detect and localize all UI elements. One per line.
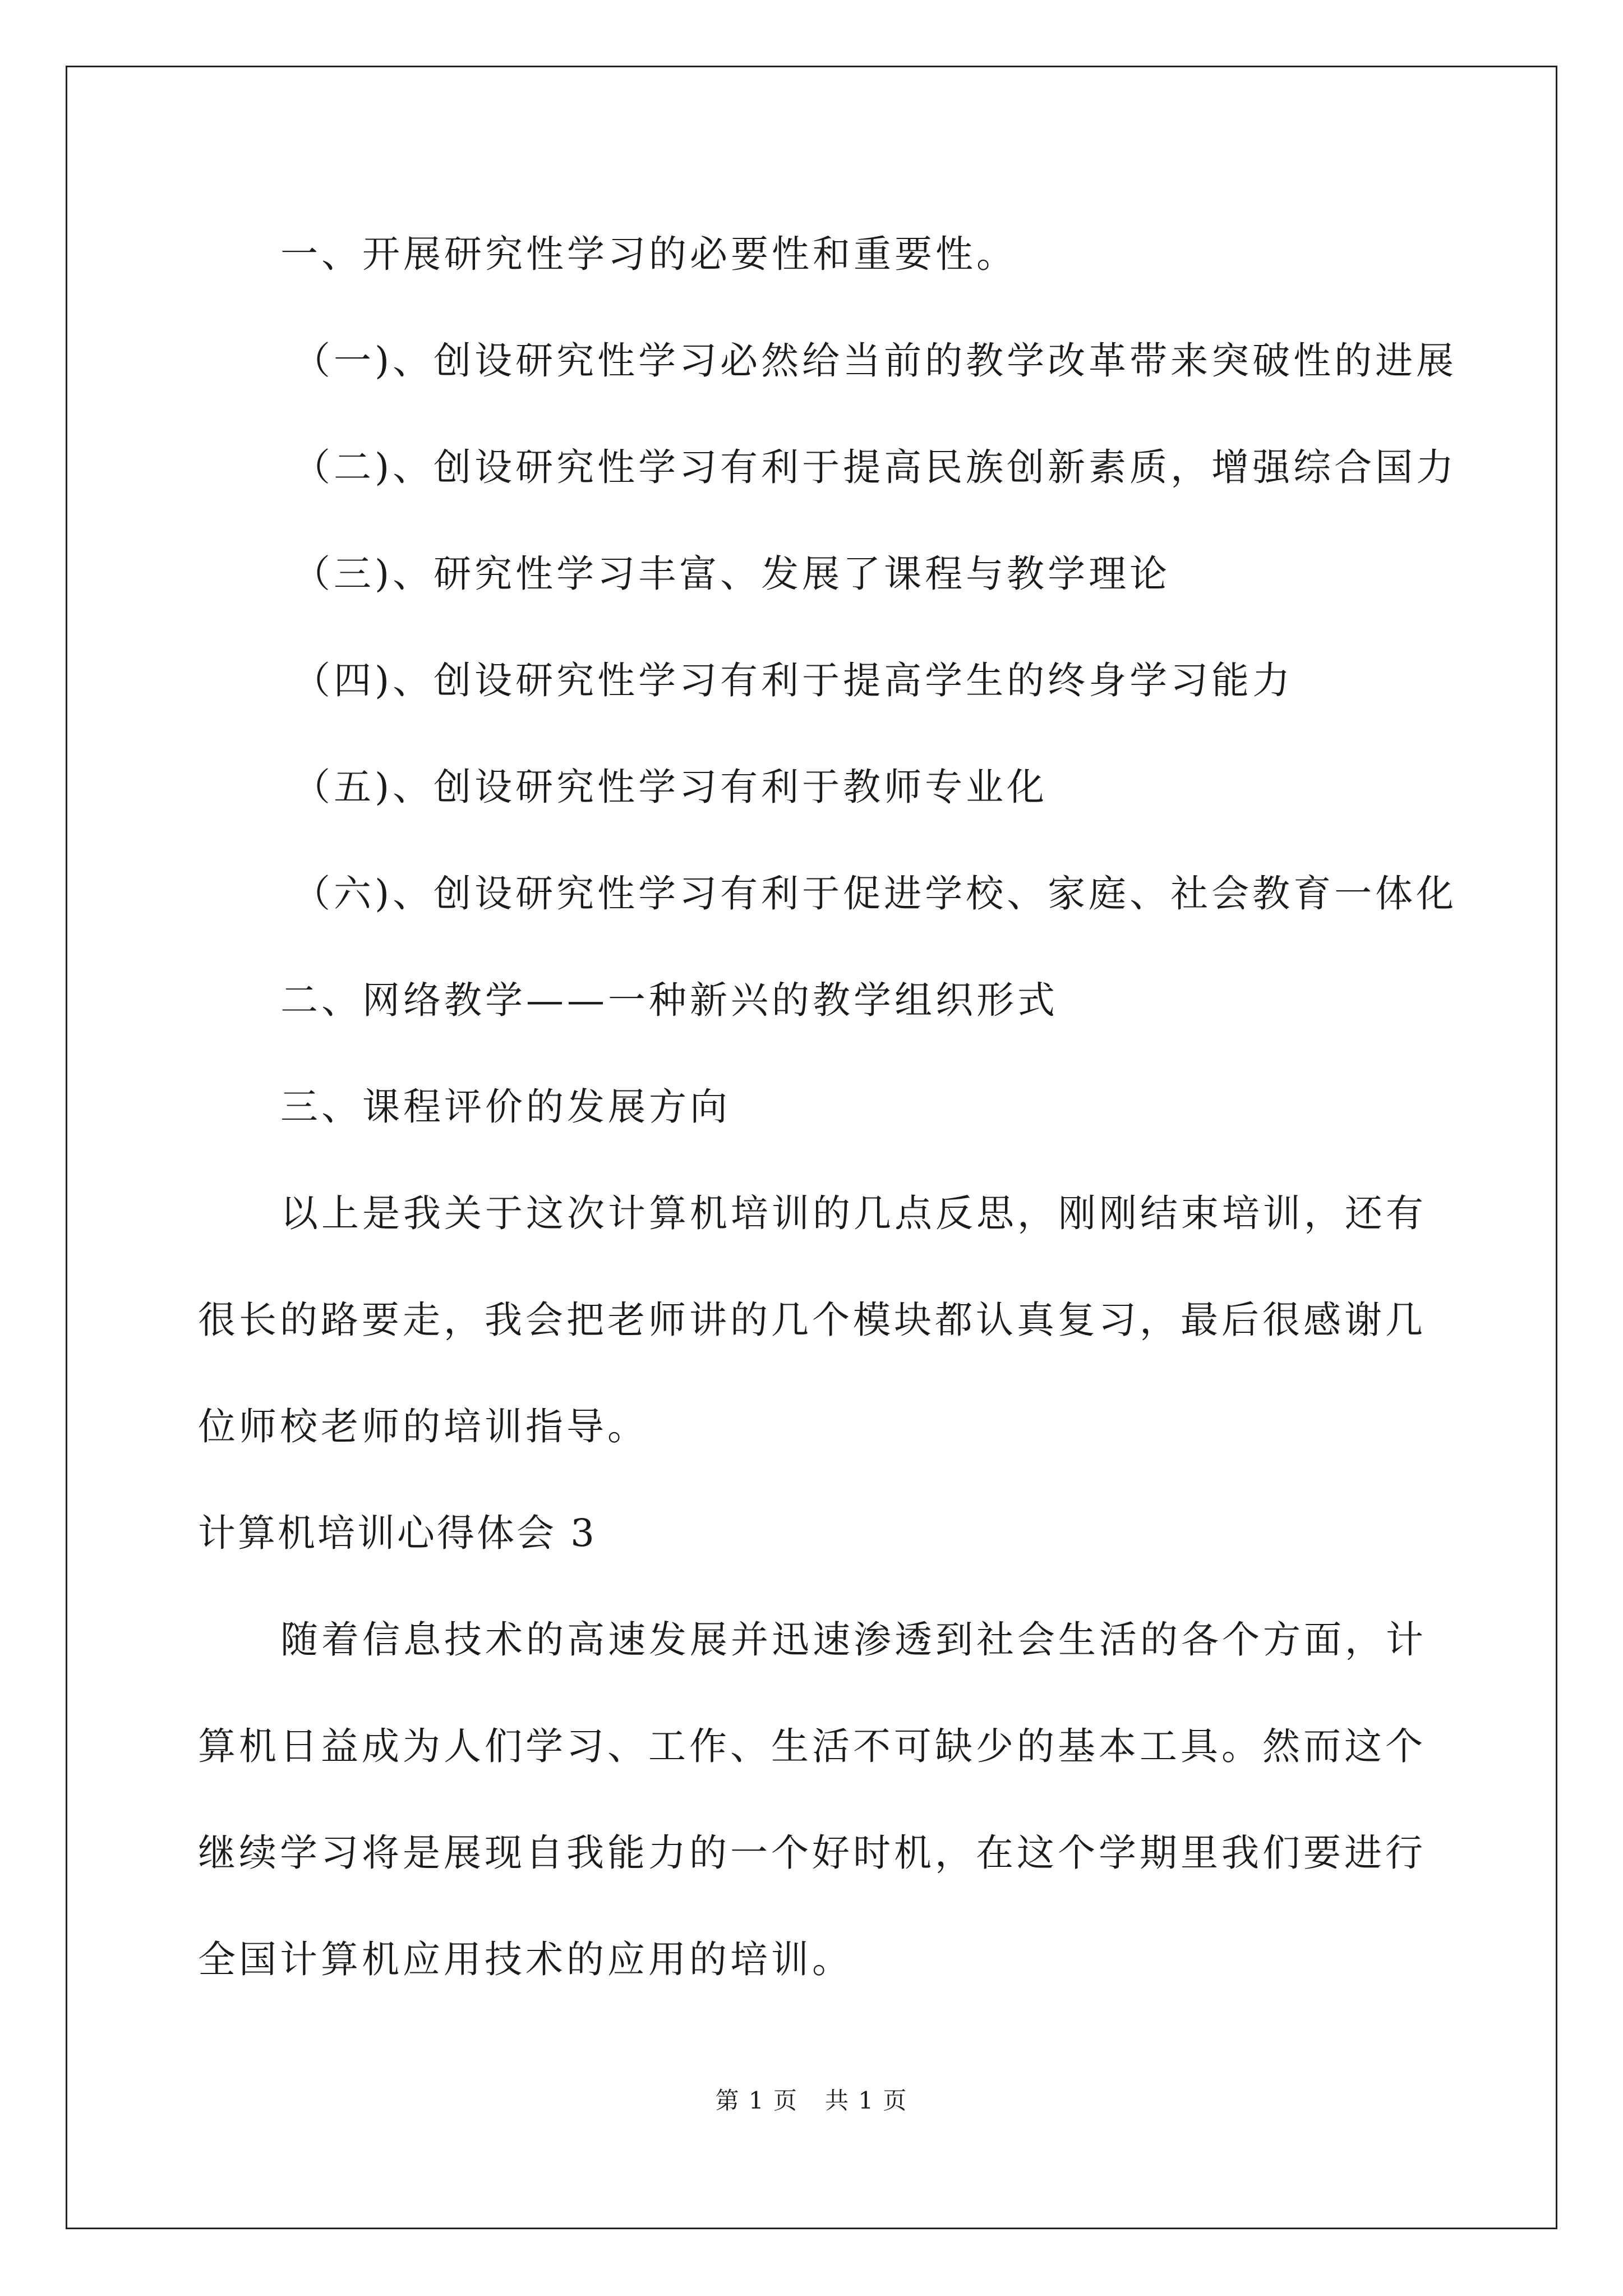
page-border	[66, 66, 1557, 2229]
sub-item-6: （六)、创设研究性学习有利于促进学校、家庭、社会教育一体化	[293, 872, 1458, 915]
body-line-4: 全国计算机应用技术的应用的培训。	[198, 1938, 853, 1981]
heading-one: 一、开展研究性学习的必要性和重要性。	[280, 232, 1017, 276]
sub-item-1: （一)、创设研究性学习必然给当前的教学改革带来突破性的进展	[293, 339, 1458, 383]
page-footer	[0, 2084, 1623, 2118]
heading-two: 二、网络教学——一种新兴的教学组织形式	[280, 978, 1058, 1022]
conclusion-line-2: 很长的路要走，我会把老师讲的几个模块都认真复习，最后很感谢几	[198, 1298, 1426, 1342]
page-number: 第 1 页	[715, 2087, 798, 2114]
heading-three: 三、课程评价的发展方向	[280, 1085, 731, 1129]
sub-item-5: （五)、创设研究性学习有利于教师专业化	[293, 765, 1048, 809]
section-title: 计算机培训心得体会 3	[198, 1511, 597, 1555]
conclusion-line-1: 以上是我关于这次计算机培训的几点反思，刚刚结束培训，还有	[280, 1191, 1427, 1235]
body-line-3: 继续学习将是展现自我能力的一个好时机，在这个学期里我们要进行	[198, 1831, 1426, 1875]
conclusion-line-3: 位师校老师的培训指导。	[198, 1405, 648, 1448]
sub-item-4: （四)、创设研究性学习有利于提高学生的终身学习能力	[293, 659, 1294, 702]
sub-item-2: （二)、创设研究性学习有利于提高民族创新素质，增强综合国力	[293, 445, 1458, 489]
page-total: 共 1 页	[825, 2087, 908, 2114]
sub-item-3: （三)、研究性学习丰富、发展了课程与教学理论	[293, 552, 1171, 596]
body-line-1: 随着信息技术的高速发展并迅速渗透到社会生活的各个方面，计	[280, 1618, 1427, 1662]
body-line-2: 算机日益成为人们学习、工作、生活不可缺少的基本工具。然而这个	[198, 1724, 1426, 1768]
